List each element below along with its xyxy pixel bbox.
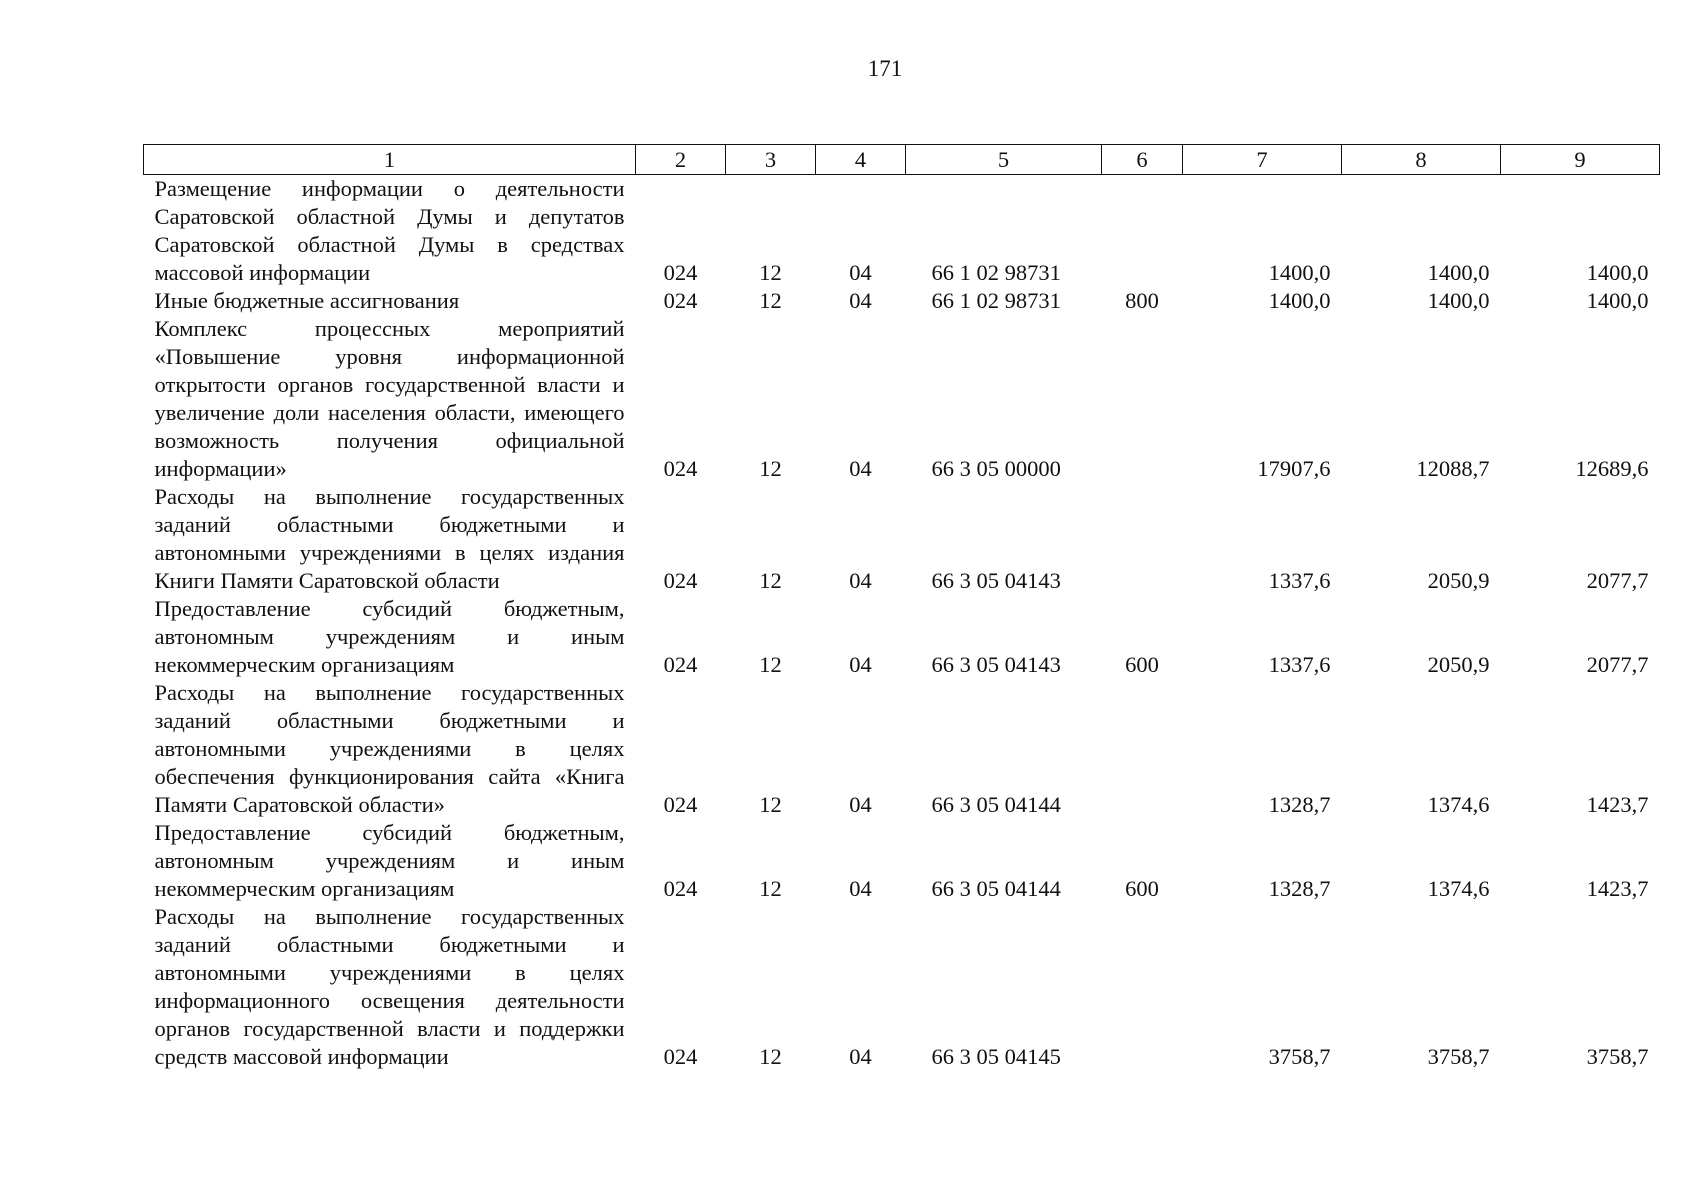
cell-kcsr: 66 1 02 98731 <box>931 260 1061 285</box>
cell-vr: 600 <box>1125 876 1159 901</box>
table-row <box>144 483 1660 595</box>
cell-pr: 04 <box>849 792 872 817</box>
cell-pr: 04 <box>849 260 872 285</box>
cell-amount-col9: 3758,7 <box>1586 1044 1649 1069</box>
cell-ved: 024 <box>663 876 698 901</box>
row-description: Предоставление субсидий бюджетным, автономным учреждениям и иным некоммерческим организациям <box>154 820 625 901</box>
cell-amount-col7: 1328,7 <box>1268 876 1331 901</box>
column-header: 7 <box>1183 145 1342 175</box>
cell-amount-col7: 3758,7 <box>1268 1044 1331 1069</box>
cell-pr: 04 <box>849 456 872 481</box>
cell-amount-col7: 17907,6 <box>1257 456 1331 481</box>
cell-ved: 024 <box>663 792 698 817</box>
cell-amount-col9: 1423,7 <box>1586 792 1649 817</box>
table-header-row <box>144 145 1660 175</box>
cell-kcsr: 66 3 05 04143 <box>931 652 1061 677</box>
row-description: Иные бюджетные ассигнования <box>154 288 460 313</box>
page-number: 171 <box>867 56 903 81</box>
row-description: Расходы на выполнение государственных заданий областными бюджетными и автономными учреждениями в целях обеспечения функционирования сайта «Книга Памяти Саратовской области» <box>154 680 625 817</box>
cell-amount-col8: 3758,7 <box>1427 1044 1490 1069</box>
cell-amount-col9: 2077,7 <box>1586 652 1649 677</box>
cell-kcsr: 66 1 02 98731 <box>931 288 1061 313</box>
row-description: Размещение информации о деятельности Саратовской областной Думы и депутатов Саратовской областной Думы в средствах массовой информации <box>154 176 625 285</box>
cell-pr: 04 <box>849 568 872 593</box>
table-row <box>144 903 1660 1071</box>
cell-amount-col9: 1423,7 <box>1586 876 1649 901</box>
cell-amount-col9: 12689,6 <box>1575 456 1649 481</box>
row-description: Расходы на выполнение государственных заданий областными бюджетными и автономными учреждениями в целях издания Книги Памяти Саратовской области <box>154 484 625 593</box>
cell-vr: 600 <box>1125 652 1159 677</box>
column-header: 4 <box>816 145 906 175</box>
cell-amount-col9: 1400,0 <box>1586 260 1649 285</box>
cell-pr: 04 <box>849 1044 872 1069</box>
cell-amount-col8: 12088,7 <box>1416 456 1490 481</box>
cell-amount-col8: 1400,0 <box>1427 260 1490 285</box>
cell-rz: 12 <box>759 568 782 593</box>
cell-vr: 800 <box>1125 288 1159 313</box>
cell-pr: 04 <box>849 652 872 677</box>
cell-kcsr: 66 3 05 04145 <box>931 1044 1061 1069</box>
column-header: 9 <box>1501 145 1660 175</box>
cell-amount-col9: 1400,0 <box>1586 288 1649 313</box>
table-row <box>144 679 1660 819</box>
column-header: 3 <box>726 145 816 175</box>
column-header: 6 <box>1102 145 1183 175</box>
cell-ved: 024 <box>663 456 698 481</box>
table-row <box>144 595 1660 679</box>
cell-rz: 12 <box>759 260 782 285</box>
cell-amount-col7: 1328,7 <box>1268 792 1331 817</box>
cell-ved: 024 <box>663 288 698 313</box>
table-row <box>144 287 1660 315</box>
budget-table <box>143 144 1660 1071</box>
cell-ved: 024 <box>663 260 698 285</box>
cell-rz: 12 <box>759 456 782 481</box>
cell-kcsr: 66 3 05 04144 <box>931 876 1061 901</box>
column-header: 2 <box>636 145 726 175</box>
cell-amount-col8: 2050,9 <box>1427 652 1490 677</box>
cell-rz: 12 <box>759 652 782 677</box>
cell-rz: 12 <box>759 288 782 313</box>
cell-amount-col7: 1337,6 <box>1268 568 1331 593</box>
row-description: Предоставление субсидий бюджетным, автономным учреждениям и иным некоммерческим организациям <box>154 596 625 677</box>
cell-amount-col8: 1374,6 <box>1427 876 1490 901</box>
cell-amount-col8: 2050,9 <box>1427 568 1490 593</box>
cell-pr: 04 <box>849 288 872 313</box>
cell-kcsr: 66 3 05 04144 <box>931 792 1061 817</box>
table-row <box>144 819 1660 903</box>
column-header: 5 <box>906 145 1102 175</box>
cell-kcsr: 66 3 05 00000 <box>931 456 1061 481</box>
cell-amount-col8: 1400,0 <box>1427 288 1490 313</box>
table-row <box>144 315 1660 483</box>
column-header: 1 <box>144 145 636 175</box>
row-description: Расходы на выполнение государственных заданий областными бюджетными и автономными учреждениями в целях информационного освещения деятельности органов государственной власти и поддержки средств массовой информации <box>154 904 625 1069</box>
cell-ved: 024 <box>663 568 698 593</box>
cell-vr <box>1102 483 1183 595</box>
cell-amount-col7: 1337,6 <box>1268 652 1331 677</box>
cell-kcsr: 66 3 05 04143 <box>931 568 1061 593</box>
cell-rz: 12 <box>759 792 782 817</box>
table-row <box>144 175 1660 288</box>
cell-vr <box>1102 679 1183 819</box>
cell-pr: 04 <box>849 876 872 901</box>
cell-rz: 12 <box>759 1044 782 1069</box>
cell-amount-col9: 2077,7 <box>1586 568 1649 593</box>
row-description: Комплекс процессных мероприятий «Повышение уровня информационной открытости органов государственной власти и увеличение доли населения области, имеющего возможность получения официальной информации» <box>154 316 625 481</box>
cell-ved: 024 <box>663 652 698 677</box>
cell-amount-col7: 1400,0 <box>1268 288 1331 313</box>
cell-vr <box>1102 315 1183 483</box>
cell-ved: 024 <box>663 1044 698 1069</box>
cell-vr <box>1102 175 1183 288</box>
cell-amount-col7: 1400,0 <box>1268 260 1331 285</box>
cell-amount-col8: 1374,6 <box>1427 792 1490 817</box>
cell-rz: 12 <box>759 876 782 901</box>
cell-vr <box>1102 903 1183 1071</box>
column-header: 8 <box>1342 145 1501 175</box>
